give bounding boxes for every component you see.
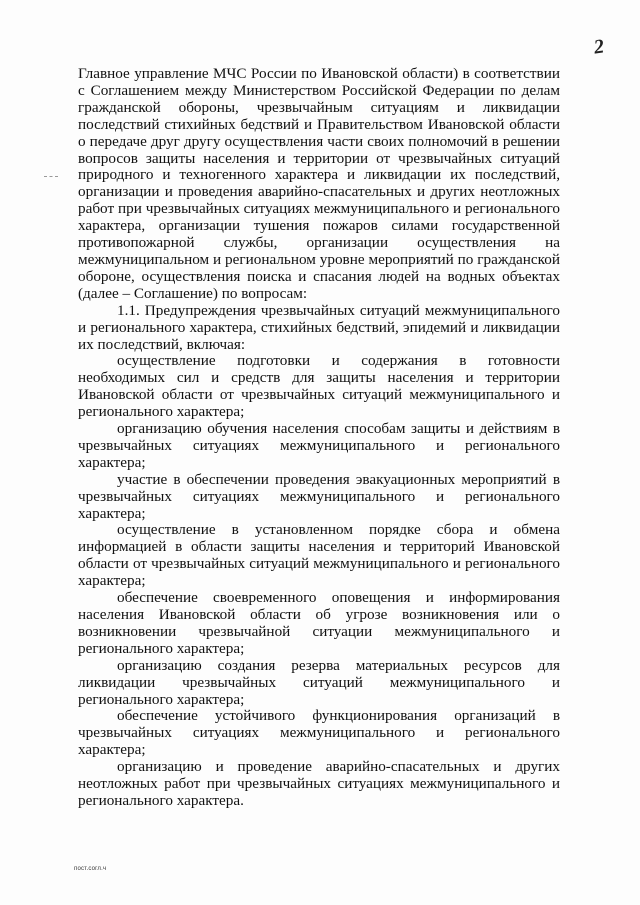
list-item: обеспечение своевременного оповещения и информирования населения Ивановской области об угрозе возникновения или о возникновении чрезвычайной ситуации межмуниципального и регионального характера; <box>78 589 560 657</box>
paragraph: Главное управление МЧС России по Ивановской области) в соответствии с Соглашением между Министерством Российской Федерации по делам гражданской обороны, чрезвычайным ситуациям и ликвидации последствий стихийных бедствий и Правительством Ивановской области о передаче друг другу осуществления части своих полномочий в решении вопросов защиты населения и территории от чрезвычайных ситуаций природного и техногенного характера и ликвидации их последствий, организации и проведения аварийно-спасательных и других неотложных работ при чрезвычайных ситуациях межмуниципального и регионального характера, организации тушения пожаров силами государственной противопожарной службы, организации осуществления на межмуниципальном и региональном уровне мероприятий по гражданской обороне, осуществления поиска и спасания людей на водных объектах (далее – Соглашение) по вопросам: <box>78 65 560 302</box>
list-item: организацию создания резерва материальных ресурсов для ликвидации чрезвычайных ситуаций межмуниципального и регионального характера; <box>78 656 560 708</box>
list-item: осуществление в установленном порядке сбора и обмена информацией в области защиты населения и территорий Ивановской области от чрезвычайных ситуаций межмуниципального и регионального характера; <box>78 521 560 590</box>
list-item: осуществление подготовки и содержания в готовности необходимых сил и средств для защиты населения и территории Ивановской области от чрезвычайных ситуаций межмуниципального и регионального характера; <box>78 352 560 421</box>
paragraph: 1.1. Предупреждения чрезвычайных ситуаций межмуниципального и регионального характера, стихийных бедствий, эпидемий и ликвидации их последствий, включая: <box>78 301 560 353</box>
list-item: организацию обучения населения способам защиты и действиям в чрезвычайных ситуациях межмуниципального и регионального характера; <box>78 420 560 471</box>
list-item: обеспечение устойчивого функционирования организаций в чрезвычайных ситуациях межмуниципального и регионального характера; <box>78 707 560 759</box>
list-item: участие в обеспечении проведения эвакуационных мероприятий в чрезвычайных ситуациях межмуниципального и регионального характера; <box>78 470 560 522</box>
margin-mark <box>44 176 58 178</box>
footer-file-code: пост.согл.ч <box>74 866 107 872</box>
document-body <box>78 66 560 810</box>
list-item: организацию и проведение аварийно-спасательных и других неотложных работ при чрезвычайных ситуациях межмуниципального и регионального характера. <box>78 758 560 809</box>
page-number: 2 <box>592 35 606 59</box>
